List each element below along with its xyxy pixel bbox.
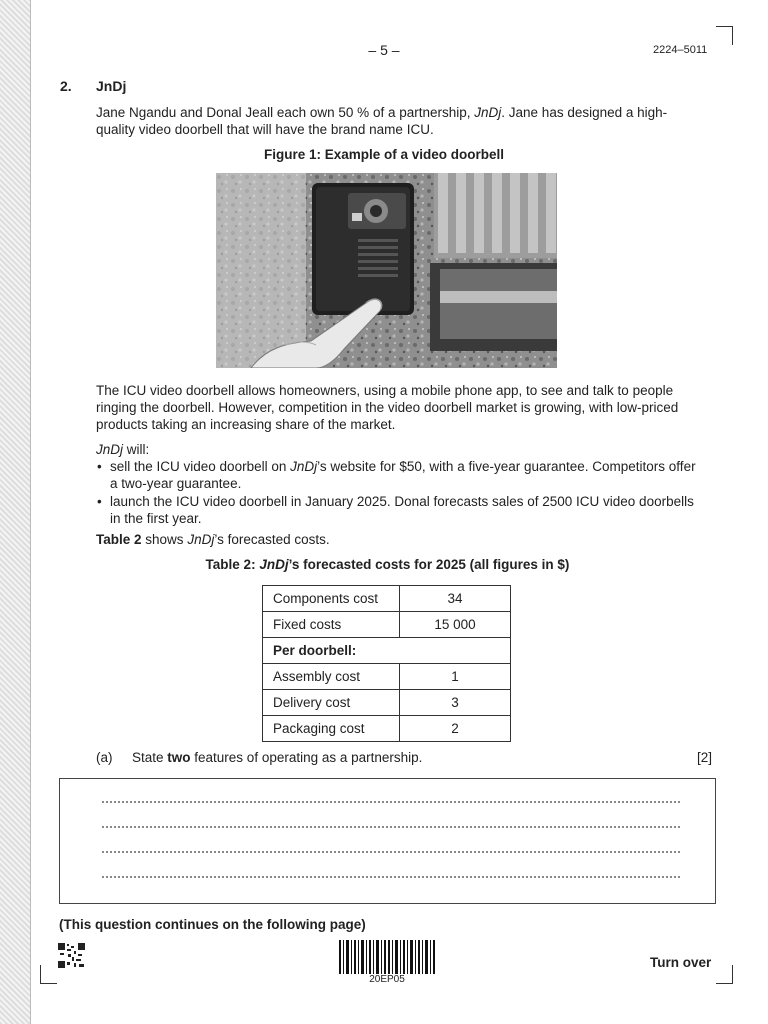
answer-box[interactable] — [59, 778, 716, 904]
table-caption: Table 2: JnDj’s forecasted costs for 2025 (all figures in $) — [205, 557, 570, 572]
answer-line[interactable] — [102, 876, 680, 878]
table-row — [263, 690, 511, 716]
table-cell-value: 15 000 — [400, 612, 511, 638]
crop-mark-top-right — [716, 26, 733, 45]
intro-paragraph: Jane Ngandu and Donal Jeall each own 50 % of a partnership, JnDj. Jane has designed a high-quality video doorbell that will have the brand name ICU. — [96, 105, 668, 137]
question-number: 2. — [60, 78, 72, 94]
page-number: – 5 – — [368, 42, 400, 58]
description-paragraph: The ICU video doorbell allows homeowners, using a mobile phone app, to see and talk to people ringing the doorbell. However, competition in the video doorbell market is growing, with low-priced products taking an increasing share of the market. — [96, 383, 679, 432]
table-row — [263, 612, 511, 638]
answer-line[interactable] — [102, 826, 680, 828]
table-cell-label: Assembly cost — [263, 664, 400, 690]
answer-line[interactable] — [102, 851, 680, 853]
plan-intro: JnDj will: — [96, 442, 150, 457]
crop-mark-bottom-left — [40, 965, 57, 984]
table-row — [263, 586, 511, 612]
table-cell-label: Components cost — [263, 586, 400, 612]
part-a-question: State two features of operating as a partnership. — [132, 750, 423, 765]
table-reference: Table 2 shows JnDj’s forecasted costs. — [96, 532, 330, 547]
table-cell-value: 34 — [400, 586, 511, 612]
table-cell-label: Delivery cost — [263, 690, 400, 716]
table-row — [263, 638, 511, 664]
part-a-marks: [2] — [697, 750, 713, 765]
table-cell-label: Fixed costs — [263, 612, 400, 638]
continuation-note: (This question continues on the following page) — [59, 917, 366, 932]
bullet-item-launch: • launch the ICU video doorbell in January 2025. Donal forecasts sales of 2500 ICU video doorbells in the first year. — [110, 493, 706, 527]
qr-code-icon — [58, 943, 85, 968]
part-a-label: (a) — [96, 750, 113, 765]
table-cell-value: 2 — [400, 716, 511, 742]
barcode-label: 20EP05 — [369, 974, 405, 985]
bullet-item-pricing: • sell the ICU video doorbell on JnDj’s website for $50, with a five-year guarantee. Competitors offer a two-year guarantee. — [110, 458, 706, 492]
costs-table — [262, 585, 511, 742]
plan-bullets — [96, 458, 706, 528]
paper-code: 2224–5011 — [653, 44, 708, 56]
answer-line[interactable] — [102, 801, 680, 803]
table-row — [263, 664, 511, 690]
doorbell-photo — [216, 173, 557, 368]
table-cell-value: 1 — [400, 664, 511, 690]
turn-over-note: Turn over — [650, 955, 712, 970]
figure-caption: Figure 1: Example of a video doorbell — [263, 147, 505, 162]
crop-mark-bottom-right — [716, 965, 733, 984]
table-cell-label: Packaging cost — [263, 716, 400, 742]
table-cell-value: 3 — [400, 690, 511, 716]
table-subheading: Per doorbell: — [263, 638, 511, 664]
barcode-icon — [339, 940, 435, 976]
doorbell-illustration — [216, 173, 557, 368]
table-row — [263, 716, 511, 742]
question-title: JnDj — [96, 78, 127, 94]
